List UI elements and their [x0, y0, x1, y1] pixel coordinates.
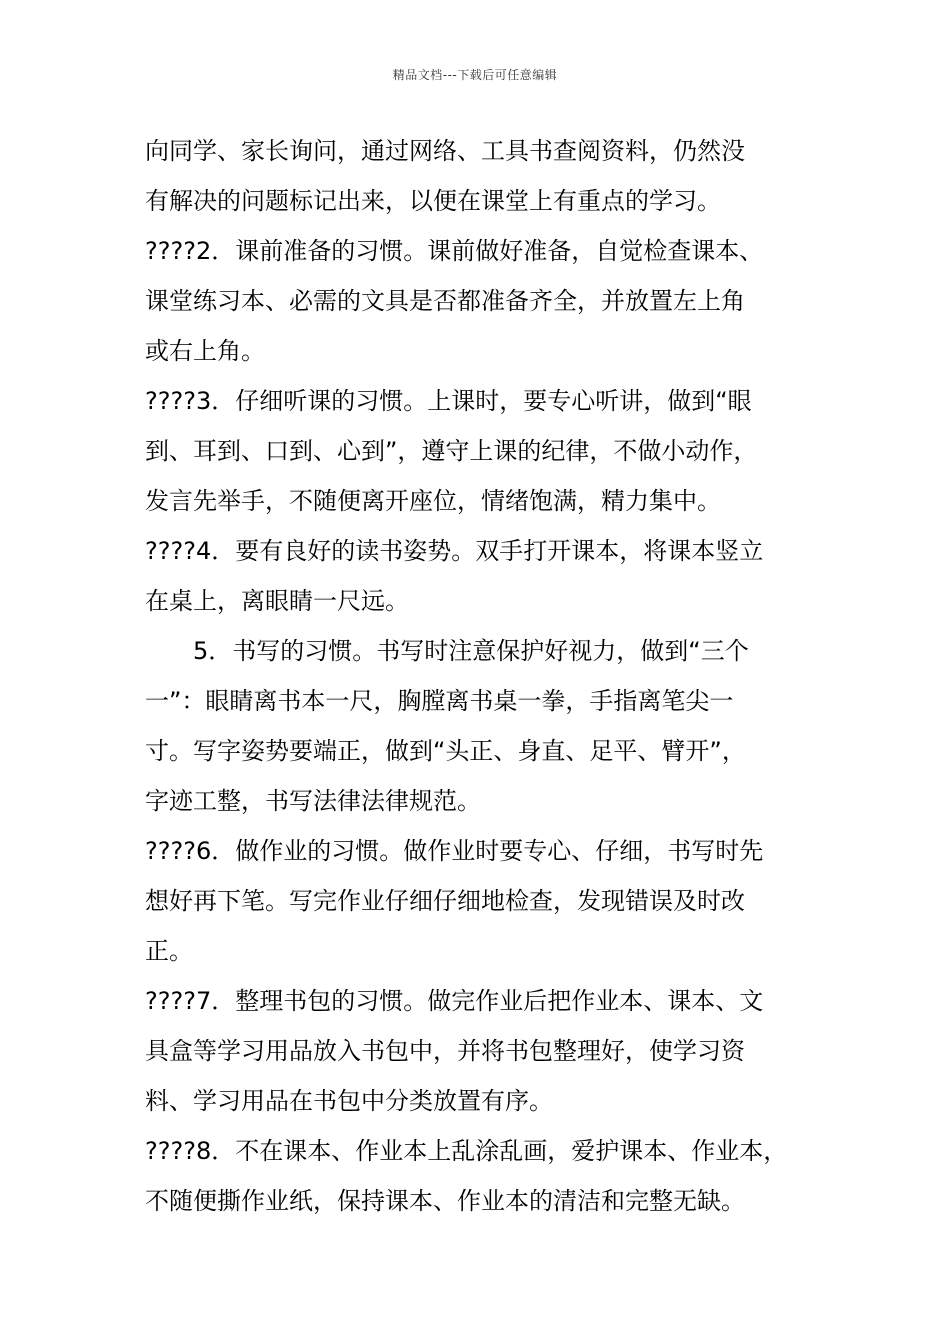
text-line: ????2．课前准备的习惯。课前做好准备，自觉检查课本、	[145, 237, 764, 265]
text-line: 到、耳到、口到、心到”，遵守上课的纪律，不做小动作，	[145, 437, 758, 465]
text-line: ????7．整理书包的习惯。做完作业后把作业本、课本、文	[145, 987, 764, 1015]
text-line: ????3．仔细听课的习惯。上课时，要专心听讲，做到“眼	[145, 387, 752, 415]
text-line: 有解决的问题标记出来，以便在课堂上有重点的学习。	[145, 187, 721, 215]
text-line: ????8．不在课本、作业本上乱涂乱画，爱护课本、作业本，	[145, 1137, 788, 1165]
text-line: 不随便撕作业纸，保持课本、作业本的清洁和完整无缺。	[145, 1187, 745, 1215]
text-line: ????4．要有良好的读书姿势。双手打开课本，将课本竖立	[145, 537, 764, 565]
text-line: 一”：眼睛离书本一尺，胸膛离书桌一拳，手指离笔尖一	[145, 687, 734, 715]
document-body	[145, 126, 815, 1226]
text-line: 向同学、家长询问，通过网络、工具书查阅资料，仍然没	[145, 137, 745, 165]
text-line: 寸。写字姿势要端正，做到“头正、身直、足平、臂开”，	[145, 737, 746, 765]
text-line: 具盒等学习用品放入书包中，并将书包整理好，使学习资	[145, 1037, 745, 1065]
text-line: 5．书写的习惯。书写时注意保护好视力，做到“三个	[193, 637, 749, 665]
text-line: 想好再下笔。写完作业仔细仔细地检查，发现错误及时改	[145, 887, 745, 915]
text-line: ????6．做作业的习惯。做作业时要专心、仔细，书写时先	[145, 837, 764, 865]
page-header: 精品文档---下载后可任意编辑	[392, 68, 558, 82]
text-line: 发言先举手，不随便离开座位，情绪饱满，精力集中。	[145, 487, 721, 515]
text-line: 课堂练习本、必需的文具是否都准备齐全，并放置左上角	[145, 287, 745, 315]
text-line: 或右上角。	[145, 337, 265, 365]
text-line: 料、学习用品在书包中分类放置有序。	[145, 1087, 553, 1115]
text-line: 正。	[145, 937, 193, 965]
text-line: 字迹工整，书写法律法律规范。	[145, 787, 481, 815]
text-line: 在桌上，离眼睛一尺远。	[145, 587, 409, 615]
